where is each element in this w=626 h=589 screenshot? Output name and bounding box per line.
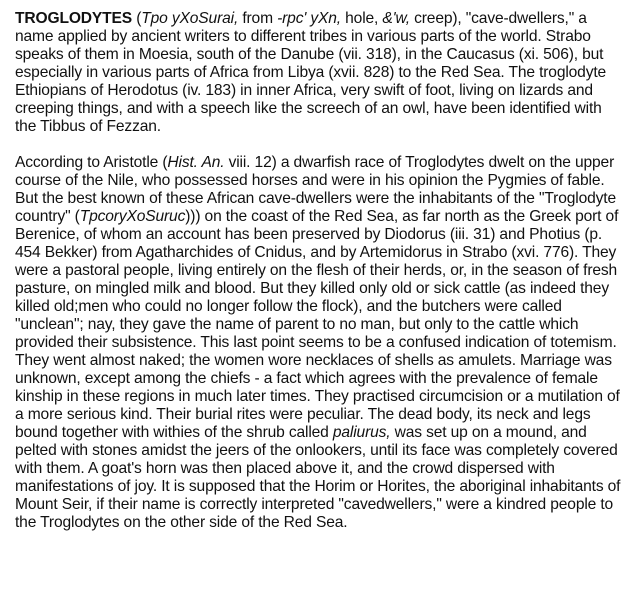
text-run: ))) on the coast of the Red Sea, as far north as the Greek port of Berenice, of whom an account has been preserved by Diodorus (iii. 31) and Photius (p. 454 Bekker) from Agatharchides of Cnidus, and by Artemidorus in Strabo (xvi. 776). They were a pastoral people, living entirely on the flesh of their herds, or, in the season of fresh pasture, on mingled milk and blood. But they killed only old or sick cattle (as indeed they killed old;men who could no longer follow the flock), and the butchers were called "unclean"; nay, they gave the name of parent to no man, but only to the cattle which provided their subsistence. This last point seems to be a confused indication of totemism. They went almost naked; the women wore necklaces of shells as amulets. Marriage was unknown, except among the chiefs - a fact which agrees with the prevalence of female kinship in these regions in much later times. They practised circumcision or a mutilation of a more serious kind. Their burial rites were peculiar. The dead body, its neck and legs bound together with withies of the shrub called (15, 208, 620, 441)
article-body (15, 10, 621, 550)
text-run: was set up on a mound, and pelted with stones amidst the jeers of the onlookers, until its face was completely covered with them. A goat's horn was then placed above it, and the crowd dispersed with manifestations of joy. It is supposed that the Horim or Horites, the aboriginal inhabitants of Mount Seir, if their name is correctly interpreted "cavedwellers," were a kindred people to the Troglodytes on the other side of the Red Sea. (15, 424, 621, 531)
italic-term: paliurus, (332, 424, 391, 441)
text-run: ( (132, 10, 142, 27)
text-run: hole, (340, 10, 383, 27)
italic-term: Tpo yXoSurai, (141, 10, 239, 27)
text-run: viii. 12) a dwarfish race of Troglodytes dwelt on the upper course of the Nile, who possessed horses and were in his opinion the Pygmies of fable. But the best known of these African cave-dwellers were the inhabitants of the "Troglodyte country" ( (15, 154, 616, 225)
italic-term: -rpc' yXn, (277, 10, 341, 27)
text-run: from (238, 10, 278, 27)
italic-term: Hist. An. (167, 154, 225, 171)
headword: TROGLODYTES (15, 10, 133, 27)
text-run: creep), "cave-dwellers," a name applied by ancient writers to different tribes in various parts of the world. Strabo speaks of them in Moesia, south of the Danube (vii. 318), in the Caucasus (xi. 506), but especially in various parts of Africa from Libya (xvii. 828) to the Red Sea. The troglodyte Ethiopians of Herodotus (iv. 183) in inner Africa, very swift of foot, living on lizards and creeping things, and with a speech like the screech of an owl, have been identified with the Tibbus of Fezzan. (15, 10, 607, 135)
paragraph-2 (15, 154, 621, 532)
paragraph-1 (15, 10, 621, 136)
text-run: According to Aristotle ( (15, 154, 168, 171)
italic-term: &'w, (382, 10, 410, 27)
italic-term: TpcoryXoSuruc (79, 208, 186, 225)
